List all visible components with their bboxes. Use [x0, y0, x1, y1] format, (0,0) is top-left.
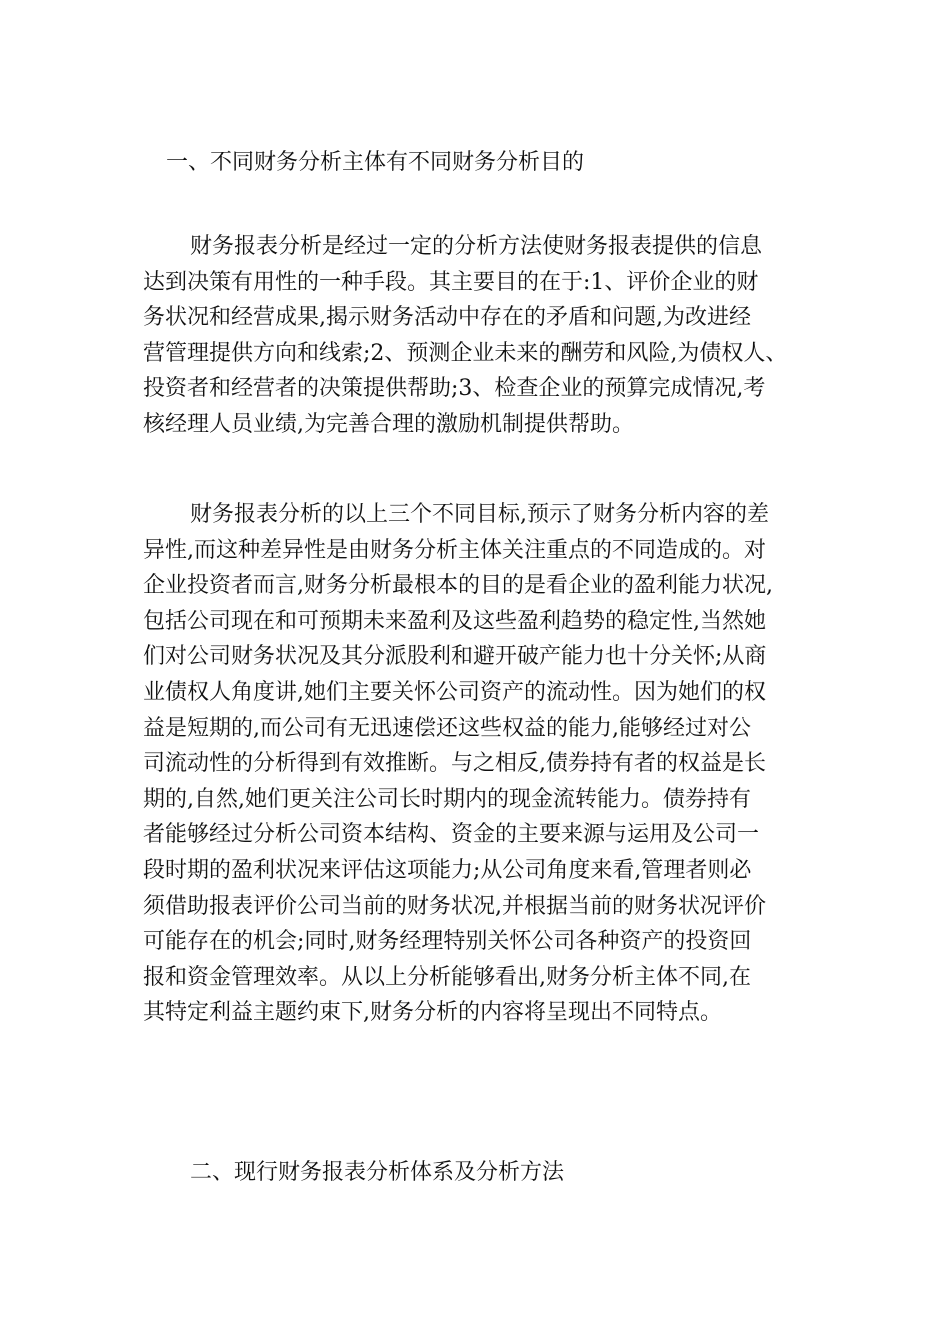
- section-heading-1: 一、不同财务分析主体有不同财务分析目的: [166, 150, 585, 175]
- paragraph-line: 可能存在的机会;同时,财务经理特别关怀公司各种资产的投资回: [143, 929, 752, 955]
- paragraph-line: 包括公司现在和可预期未来盈利及这些盈利趋势的稳定性,当然她: [143, 608, 766, 634]
- paragraph-line: 者能够经过分析公司资本结构、资金的主要来源与运用及公司一: [143, 822, 760, 848]
- paragraph-line: 报和资金管理效率。从以上分析能够看出,财务分析主体不同,在: [143, 964, 751, 990]
- paragraph-line: 们对公司财务状况及其分派股利和避开破产能力也十分关怀;从商: [143, 644, 767, 670]
- paragraph-line: 企业投资者而言,财务分析最根本的目的是看企业的盈利能力状况,: [143, 573, 773, 599]
- section-heading-2: 二、现行财务报表分析体系及分析方法: [190, 1160, 565, 1185]
- paragraph-line: 期的,自然,她们更关注公司长时期内的现金流转能力。债券持有: [143, 786, 751, 812]
- paragraph-2: [143, 497, 833, 1031]
- paragraph-line: 司流动性的分析得到有效推断。与之相反,债券持有者的权益是长: [143, 751, 766, 777]
- paragraph-line: 业债权人角度讲,她们主要关怀公司资产的流动性。因为她们的权: [143, 679, 766, 705]
- paragraph-line: 其特定利益主题约束下,财务分析的内容将呈现出不同特点。: [143, 1000, 722, 1026]
- paragraph-1: [143, 229, 833, 443]
- paragraph-line: 核经理人员业绩,为完善合理的激励机制提供帮助。: [143, 411, 634, 437]
- paragraph-line: 财务报表分析是经过一定的分析方法使财务报表提供的信息: [190, 234, 763, 259]
- paragraph-line: 务状况和经营成果,揭示财务活动中存在的矛盾和问题,为改进经: [143, 305, 751, 331]
- paragraph-line: 营管理提供方向和线索;2、预测企业未来的酬劳和风险,为债权人、: [143, 340, 788, 366]
- paragraph-line: 投资者和经营者的决策提供帮助;3、检查企业的预算完成情况,考: [143, 376, 766, 402]
- paragraph-line: 段时期的盈利状况来评估这项能力;从公司角度来看,管理者则必: [143, 857, 752, 883]
- paragraph-line: 异性,而这种差异性是由财务分析主体关注重点的不同造成的。对: [143, 537, 766, 563]
- paragraph-line: 财务报表分析的以上三个不同目标,预示了财务分析内容的差: [190, 502, 769, 527]
- paragraph-line: 达到决策有用性的一种手段。其主要目的在于:1、评价企业的财: [143, 269, 759, 295]
- paragraph-line: 益是短期的,而公司有无迅速偿还这些权益的能力,能够经过对公: [143, 715, 751, 741]
- paragraph-line: 须借助报表评价公司当前的财务状况,并根据当前的财务状况评价: [143, 893, 766, 919]
